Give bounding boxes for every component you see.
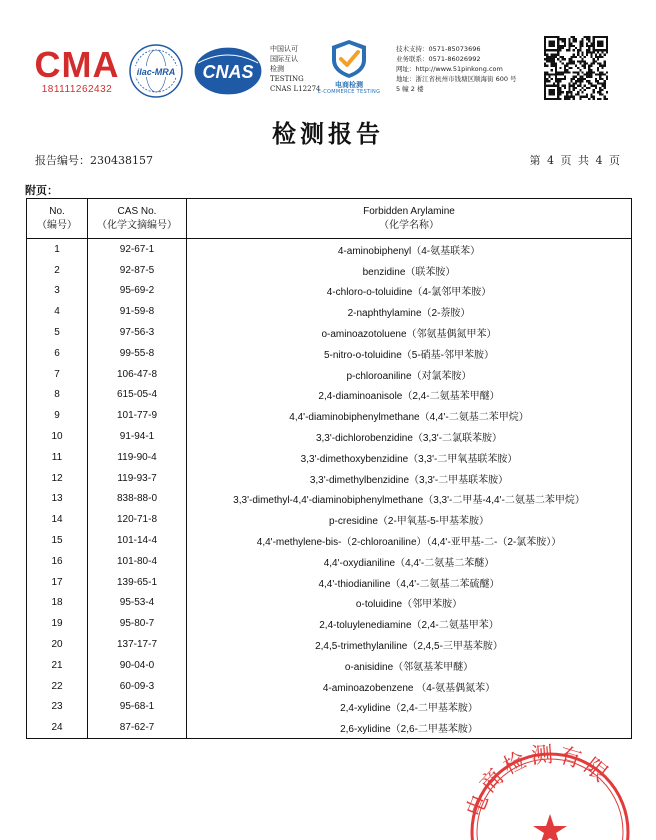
cell-name: p-chloroaniline（对氯苯胺） <box>187 364 632 385</box>
header-no-en: No. <box>49 205 65 217</box>
cell-name: benzidine（联苯胺） <box>187 260 632 281</box>
table-row <box>27 447 632 468</box>
cell-no: 18 <box>27 593 88 614</box>
cert-line: TESTING <box>270 75 304 83</box>
cell-cas: 838-88-0 <box>88 489 187 510</box>
cell-name: o-aminoazotoluene（邻氨基偶氮甲苯） <box>187 322 632 343</box>
table-row <box>27 364 632 385</box>
table-row <box>27 489 632 510</box>
table-row <box>27 385 632 406</box>
table-row <box>27 634 632 655</box>
cell-no: 3 <box>27 281 88 302</box>
official-seal <box>440 740 650 840</box>
ilac-globe-icon <box>128 43 184 99</box>
cell-name: 4,4'-diaminobiphenylmethane（4,4'-二氨基二苯甲烷） <box>187 405 632 426</box>
contact-website[interactable]: 网址：http://www.51pinkong.com <box>396 65 503 73</box>
cell-cas: 95-53-4 <box>88 593 187 614</box>
cma-code: 181111262432 <box>41 84 113 95</box>
table-row <box>27 655 632 676</box>
cnas-text: CNAS <box>202 62 254 82</box>
cell-name: 4,4'-methylene-bis-（2-chloroaniline）（4,4'-亚甲基-二-（2-氯苯胺）） <box>187 530 632 551</box>
table-header-row <box>27 199 632 239</box>
cell-no: 5 <box>27 322 88 343</box>
cell-no: 15 <box>27 530 88 551</box>
cnas-logo <box>192 45 264 97</box>
cell-cas: 92-67-1 <box>88 239 187 260</box>
cell-name: 3,3'-dimethylbenzidine（3,3'-二甲基联苯胺） <box>187 468 632 489</box>
cell-cas: 101-14-4 <box>88 530 187 551</box>
contact-address: 地址：浙江省杭州市钱塘区顺海街 600 号 <box>396 75 517 83</box>
cell-no: 10 <box>27 426 88 447</box>
table-row <box>27 551 632 572</box>
cell-cas: 95-68-1 <box>88 697 187 718</box>
table-row <box>27 717 632 738</box>
svg-text:电商检测有限 <box>462 742 615 820</box>
cell-cas: 119-93-7 <box>88 468 187 489</box>
table-row <box>27 509 632 530</box>
header-cas-zh: （化学文摘编号） <box>97 219 177 231</box>
cell-cas: 95-69-2 <box>88 281 187 302</box>
cell-no: 24 <box>27 717 88 738</box>
column-header-name <box>187 199 632 239</box>
report-number: 报告编号：230438157 <box>35 154 153 167</box>
cell-no: 6 <box>27 343 88 364</box>
cell-cas: 119-90-4 <box>88 447 187 468</box>
table-row <box>27 343 632 364</box>
table-row <box>27 239 632 260</box>
cell-name: 4-aminobiphenyl（4-氨基联苯） <box>187 239 632 260</box>
ecommerce-testing-logo <box>314 38 384 98</box>
seal-text: 电商检测有限 <box>462 742 616 821</box>
cell-no: 1 <box>27 239 88 260</box>
table-row <box>27 676 632 697</box>
cell-name: p-cresidine（2-甲氧基-5-甲基苯胺） <box>187 509 632 530</box>
header-name-en: Forbidden Arylamine <box>363 205 455 217</box>
cell-name: 2,4-toluylenediamine（2,4-二氨基甲苯） <box>187 613 632 634</box>
cma-text: CMA <box>34 44 120 84</box>
header-cas-en: CAS No. <box>117 205 157 217</box>
cell-cas: 120-71-8 <box>88 509 187 530</box>
ec-label: 电商检测 <box>335 81 363 89</box>
cell-name: 4-chloro-o-toluidine（4-氯邻甲苯胺） <box>187 281 632 302</box>
cell-name: 2,4-xylidine（2,4-二甲基苯胺） <box>187 697 632 718</box>
ilac-mra-logo <box>128 43 184 99</box>
cell-cas: 139-65-1 <box>88 572 187 593</box>
contact-business: 业务联系：0571-86026992 <box>396 55 481 63</box>
cell-cas: 91-94-1 <box>88 426 187 447</box>
table-row <box>27 405 632 426</box>
cell-no: 4 <box>27 301 88 322</box>
cell-name: 2,6-xylidine（2,6-二甲基苯胺） <box>187 717 632 738</box>
cell-no: 7 <box>27 364 88 385</box>
forbidden-arylamine-table <box>26 198 632 739</box>
cell-cas: 92-87-5 <box>88 260 187 281</box>
cell-cas: 615-05-4 <box>88 385 187 406</box>
cell-name: 4,4'-oxydianiline（4,4'-二氨基二苯醚） <box>187 551 632 572</box>
cell-name: 3,3'-dichlorobenzidine（3,3'-二氯联苯胺） <box>187 426 632 447</box>
header-no-zh: （编号） <box>37 219 77 231</box>
table-row <box>27 613 632 634</box>
page-indicator: 第 4 页 共 4 页 <box>529 154 620 167</box>
cell-no: 8 <box>27 385 88 406</box>
contact-tech-support: 技术支持：0571-85073696 <box>396 45 481 53</box>
ec-sublabel: E-COMMERCE TESTING <box>317 89 381 95</box>
cell-no: 20 <box>27 634 88 655</box>
table-row <box>27 697 632 718</box>
cell-no: 19 <box>27 613 88 634</box>
cell-cas: 97-56-3 <box>88 322 187 343</box>
cell-name: o-anisidine（邻氨基苯甲醚） <box>187 655 632 676</box>
contact-address-2: 5 幢 2 楼 <box>396 85 424 93</box>
cell-name: 4,4'-thiodianiline（4,4'-二氨基二苯硫醚） <box>187 572 632 593</box>
cell-no: 22 <box>27 676 88 697</box>
cell-cas: 106-47-8 <box>88 364 187 385</box>
cell-cas: 99-55-8 <box>88 343 187 364</box>
cell-no: 21 <box>27 655 88 676</box>
contact-info <box>396 44 517 94</box>
table-row <box>27 530 632 551</box>
cert-line: CNAS L12274 <box>270 85 321 93</box>
table-row <box>27 426 632 447</box>
cell-no: 16 <box>27 551 88 572</box>
seal-stamp-icon <box>440 740 650 840</box>
table-row <box>27 593 632 614</box>
header-name-zh: （化学名称） <box>379 219 439 231</box>
table-row <box>27 468 632 489</box>
cell-name: o-toluidine（邻甲苯胺） <box>187 593 632 614</box>
cell-no: 23 <box>27 697 88 718</box>
cert-line: 检测 <box>270 65 284 73</box>
cell-no: 11 <box>27 447 88 468</box>
table-row <box>27 572 632 593</box>
table-row <box>27 260 632 281</box>
cell-cas: 101-80-4 <box>88 551 187 572</box>
report-header <box>0 0 656 112</box>
cert-line: 中国认可 <box>270 45 298 53</box>
table-row <box>27 322 632 343</box>
cell-cas: 87-62-7 <box>88 717 187 738</box>
cnas-mark-icon <box>192 45 264 97</box>
cell-cas: 60-09-3 <box>88 676 187 697</box>
cell-name: 2,4,5-trimethylaniline（2,4,5-三甲基苯胺） <box>187 634 632 655</box>
cell-no: 2 <box>27 260 88 281</box>
ilac-text: ilac-MRA <box>136 67 176 77</box>
cell-cas: 101-77-9 <box>88 405 187 426</box>
column-header-cas <box>88 199 187 239</box>
table-body <box>27 239 632 739</box>
cell-no: 14 <box>27 509 88 530</box>
column-header-no <box>27 199 88 239</box>
cell-name: 4-aminoazobenzene （4-氨基偶氮苯） <box>187 676 632 697</box>
accreditation-text <box>270 44 320 94</box>
cell-name: 2,4-diaminoanisole（2,4-二氨基苯甲醚） <box>187 385 632 406</box>
cell-no: 17 <box>27 572 88 593</box>
cma-logo <box>32 44 122 100</box>
cell-name: 2-naphthylamine（2-萘胺） <box>187 301 632 322</box>
cell-cas: 90-04-0 <box>88 655 187 676</box>
cell-cas: 137-17-7 <box>88 634 187 655</box>
cell-cas: 91-59-8 <box>88 301 187 322</box>
appendix-label: 附页： <box>25 184 58 197</box>
cma-mark-icon <box>32 44 122 84</box>
cell-name: 5-nitro-o-toluidine（5-硝基-邻甲苯胺） <box>187 343 632 364</box>
table-row <box>27 301 632 322</box>
shield-check-icon <box>314 38 384 80</box>
cell-cas: 95-80-7 <box>88 613 187 634</box>
cell-no: 13 <box>27 489 88 510</box>
qr-code-icon[interactable] <box>544 36 608 100</box>
page-title: 检测报告 <box>272 119 384 148</box>
cell-name: 3,3'-dimethoxybenzidine（3,3'-二甲氧基联苯胺） <box>187 447 632 468</box>
cell-name: 3,3'-dimethyl-4,4'-diaminobiphenylmethane（3,3'-二甲基-4,4'-二氨基二苯甲烷） <box>187 489 632 510</box>
cell-no: 12 <box>27 468 88 489</box>
cell-no: 9 <box>27 405 88 426</box>
cert-line: 国际互认 <box>270 55 298 63</box>
table-row <box>27 281 632 302</box>
